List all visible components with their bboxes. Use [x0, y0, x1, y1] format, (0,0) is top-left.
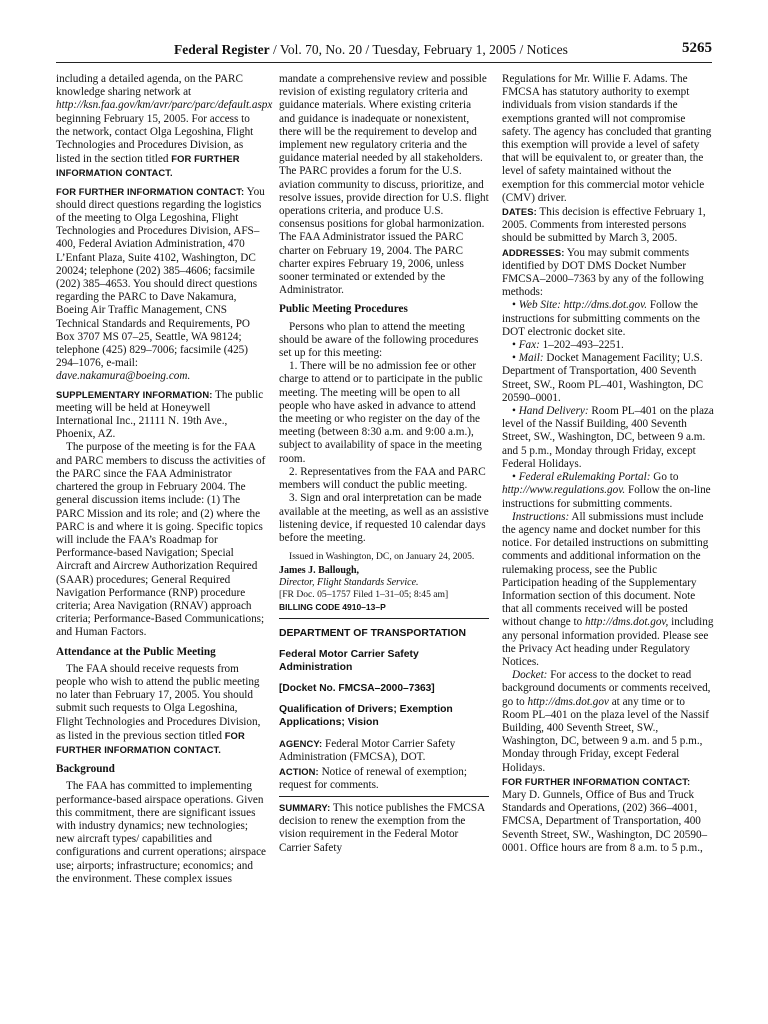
- attendance-paragraph: The FAA should receive requests from people who wish to attend the public meeting no later than February 17, 2005. You should submit such requests to Olga Legoshina, Flight Technologies and Procedures Division, as listed in the previous section titled FOR FURTHER INFORMATION CONTACT.: [56, 662, 261, 755]
- agency-paragraph: AGENCY: Federal Motor Carrier Safety Administration (FMCSA), DOT.: [279, 738, 456, 764]
- page-number: 5265: [682, 40, 712, 56]
- publication-name: Federal Register: [174, 42, 270, 57]
- agenda-paragraph: including a detailed agenda, on the PARC knowledge sharing network at http://ksn.faa.gov/km/avr/parc/parc/default.aspx beginning February 15, 2005. For access to the network, contact Olga Legoshina, Flight Technologies and Procedures Division, as listed in the section titled FOR FURTHER INFORMATION CONTACT.: [56, 73, 273, 179]
- dates-label: DATES:: [502, 206, 537, 218]
- supplementary-label: SUPPLEMENTARY INFORMATION:: [56, 388, 213, 400]
- dates-paragraph: DATES: This decision is effective February 1, 2005. Comments from interested persons should be submitted by March 3, 2005.: [502, 206, 706, 245]
- issued-line: Issued in Washington, DC, on January 24, 2005.: [289, 551, 475, 563]
- procedures-heading: Public Meeting Procedures: [279, 303, 408, 316]
- contact-email[interactable]: dave.nakamura@boeing.com.: [56, 370, 191, 383]
- section-divider: [279, 618, 489, 619]
- procedure-item-2: 2. Representatives from the FAA and PARC members will conduct the public meeting.: [279, 465, 486, 492]
- docket-number: [Docket No. FMCSA–2000–7363]: [279, 683, 435, 695]
- action-label: ACTION:: [279, 765, 319, 777]
- method-mail: • Mail: Docket Management Facility; U.S. Department of Transportation, 400 Seventh Street, SW., Room PL–401, Washington, DC 20590–0001.: [502, 352, 704, 404]
- attendance-heading: Attendance at the Public Meeting: [56, 645, 216, 658]
- docket-url[interactable]: http://dms.dot.gov,: [584, 616, 669, 629]
- signer-title: Director, Flight Standards Service.: [279, 577, 419, 589]
- method-erulemaking: • Federal eRulemaking Portal: Go to http://www.regulations.gov. Follow the on-line instructions for submitting comments.: [502, 471, 711, 510]
- agency-label: AGENCY:: [279, 738, 323, 750]
- department-heading: DEPARTMENT OF TRANSPORTATION: [279, 628, 467, 640]
- agency-heading: Federal Motor Carrier Safety Administration: [279, 649, 419, 674]
- signer-name: James J. Ballough,: [279, 565, 360, 577]
- method-web-site: • Web Site: http://dms.dot.gov. Follow the instructions for submitting comments on the DOT electronic docket site.: [502, 299, 700, 338]
- notice-title: Qualification of Drivers; Exemption Applications; Vision: [279, 704, 453, 729]
- summary-label: SUMMARY:: [279, 801, 331, 813]
- method-hand-delivery: • Hand Delivery: Room PL–401 on the plaza level of the Nassif Building, 400 Seventh Street, SW., Washington, DC, between 9 a.m. and 5 p.m., Monday through Friday, except Federal Holidays.: [502, 405, 714, 470]
- billing-code: BILLING CODE 4910–13–P: [279, 602, 386, 613]
- issue-citation: / Vol. 70, No. 20 / Tuesday, February 1, 2005 / Notices: [269, 42, 568, 57]
- mandate-paragraph: mandate a comprehensive review and possible revision of existing regulatory criteria and guidance materials. Where existing criteria and guidance is inadequate or nonexistent, there will be the requirement to develop and implement new regulatory criteria and the guidance material needed by all stakeholders. The PARC provides a forum for the U.S. aviation community to discuss, prioritize, and resolve issues, provide direction for U.S. flight operations criteria, and produce U.S. consensus positions for global harmonization. The FAA Administrator issued the PARC charter on February 19, 2004. The PARC charter expires February 19, 2006, unless sooner terminated or extended by the Administrator.: [279, 73, 489, 297]
- contact-paragraph: FOR FURTHER INFORMATION CONTACT: You should direct questions regarding the logistics of the meeting to Olga Legoshina, Flight Technologies and Procedures Division, AFS–400, Federal Aviation Administration, 470 L’Enfant Plaza, Suite 4102, Washington, DC 20024; telephone (202) 385–4606; facsimile (202) 385–4653. You should direct questions regarding the PARC to Dave Nakamura, Boeing Air Traffic Management, CNS Technical Standards and Requirements, PO Box 3707 MS 07–25, Seattle, WA 98124; telephone (425) 829–7006; facsimile (425) 294–1076, e-mail: dave.nakamura@boeing.com.: [56, 185, 265, 383]
- header-citation: [174, 42, 568, 58]
- procedures-intro: Persons who plan to attend the meeting should be aware of the following procedures set up for this meeting:: [279, 320, 479, 360]
- summary-paragraph: SUMMARY: This notice publishes the FMCSA decision to renew the exemption from the vision requirement in the Federal Motor Carrier Safety: [279, 801, 485, 854]
- running-header: [56, 40, 712, 63]
- network-url[interactable]: http://ksn.faa.gov/km/avr/parc/parc/default.aspx: [56, 99, 273, 112]
- regulations-paragraph: Regulations for Mr. Willie F. Adams. The FMCSA has statutory authority to exempt individuals from vision standards if the exemptions granted will not compromise safety. The agency has concluded that granting this exemption will provide a level of safety that will be equivalent to, or greater than, the level of safety maintained without the exemption for this commercial motor vehicle (CMV) driver.: [502, 73, 712, 204]
- docket-paragraph: Docket: For access to the docket to read background documents or comments received, go to http://dms.dot.gov at any time or to Room PL–401 on the plaza level of the Nassif Building, 400 Seventh Street, SW., Washington, DC, between 9 a.m. and 5 p.m., Monday through Friday, except Federal Holidays.: [502, 669, 711, 774]
- procedure-item-1: 1. There will be no admission fee or other charge to attend or to participate in the public meeting. The meeting will be open to all people who have asked in advance to attend the meeting or who register on the day of the meeting (between 8:30 a.m. and 9:00 a.m.), subject to availability of space in the meeting room.: [279, 360, 483, 465]
- supplementary-paragraph: SUPPLEMENTARY INFORMATION: The public meeting will be held at Honeywell International Inc., 21111 N. 19th Ave., Phoenix, AZ.: [56, 388, 264, 441]
- column-3: [502, 73, 714, 855]
- method-fax: • Fax: 1–202–493–2251.: [512, 339, 624, 352]
- contact-label: FOR FURTHER INFORMATION CONTACT:: [56, 185, 245, 197]
- procedure-item-3: 3. Sign and oral interpretation can be made available at the meeting, as well as an assistive listening device, if requested 10 calendar days before the meeting.: [279, 492, 489, 544]
- purpose-paragraph: The purpose of the meeting is for the FAA and PARC members to discuss the activities of the PARC since the FAA Administrator chartered the group in February 2004. The general discussion items include: (1) The PARC Mission and its role; and (2) where the PARC is and where it is going. Specific topics will include the FAA’s Roadmap for Performance-based Navigation; Special Aircraft and Aircrew Authorization Required (SAAR) procedures; General Required Navigation Performance (RNP) procedure criteria; Area Navigation (RNAV) approach criteria; Performance-Based Communications; and Human Factors.: [56, 441, 266, 639]
- regulations-url[interactable]: http://www.regulations.gov.: [502, 484, 626, 497]
- background-heading: Background: [56, 763, 115, 776]
- docket-access-url[interactable]: http://dms.dot.gov: [527, 695, 609, 708]
- column-2: [279, 73, 489, 855]
- addresses-label: ADDRESSES:: [502, 246, 565, 258]
- contact-label-2: FOR FURTHER INFORMATION CONTACT:: [502, 775, 691, 787]
- summary-divider: [279, 796, 489, 797]
- contact-paragraph-2: FOR FURTHER INFORMATION CONTACT: Mary D. Gunnels, Office of Bus and Truck Standards and Operations, (202) 366–4001, FMCSA, Department of Transportation, 400 Seventh Street, SW., Washington, DC 20590–0001. Office hours are from 8 a.m. to 5 p.m.,: [502, 775, 708, 854]
- addresses-paragraph: ADDRESSES: You may submit comments identified by DOT DMS Docket Number FMCSA–2000–7363 by any of the following methods:: [502, 246, 704, 299]
- action-paragraph: ACTION: Notice of renewal of exemption; request for comments.: [279, 765, 467, 791]
- web-site-url[interactable]: Web Site: http://dms.dot.gov.: [518, 299, 648, 312]
- column-1: [56, 73, 273, 886]
- background-paragraph: The FAA has committed to implementing performance-based airspace operations. Given this commitment, there are significant issues with industry dynamics; new technologies; new aircraft types/ capabilities and configurations and current operations; airspace use; airports; infrastructure; economics; and the environment. These complex issues: [56, 780, 266, 885]
- instructions-paragraph: Instructions: All submissions must include the agency name and docket number for this notice. For detailed instructions on submitting comments and additional information on the rulemaking process, see the Public Participation heading of the Supplementary Information section of this document. Note that all comments received will be posted without change to http://dms.dot.gov, including any personal information provided. Please see the Privacy Act heading under Regulatory Notices.: [502, 510, 714, 668]
- fr-doc-line: [FR Doc. 05–1757 Filed 1–31–05; 8:45 am]: [279, 589, 449, 601]
